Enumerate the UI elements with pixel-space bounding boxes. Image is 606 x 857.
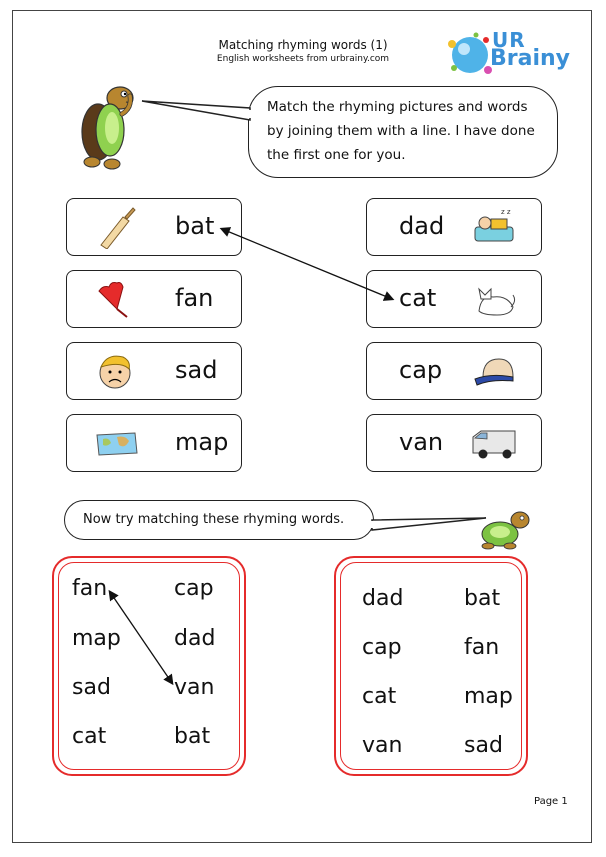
bubble1-tail bbox=[142, 101, 250, 120]
prompt-text: Now try matching these rhyming words. bbox=[83, 512, 345, 527]
panel1-word[interactable]: fan bbox=[72, 576, 108, 601]
page-number: Page 1 bbox=[534, 796, 568, 807]
page-title: Matching rhyming words (1) bbox=[218, 38, 388, 52]
card-word: map bbox=[175, 428, 229, 456]
panel1-word[interactable]: dad bbox=[174, 626, 216, 651]
page-subtitle: English worksheets from urbrainy.com bbox=[216, 54, 390, 64]
panel2-word[interactable]: fan bbox=[464, 635, 500, 660]
example-match-line-bat-cat bbox=[222, 229, 392, 299]
example-match-line-fan-van bbox=[110, 592, 172, 683]
panel1-word[interactable]: cap bbox=[174, 576, 214, 601]
card-word: cat bbox=[399, 284, 437, 312]
card-word: bat bbox=[175, 212, 215, 240]
panel1-word[interactable]: bat bbox=[174, 724, 211, 749]
panel2-word[interactable]: dad bbox=[362, 586, 404, 611]
card-word: cap bbox=[399, 356, 443, 384]
instruction-line-2: by joining them with a line. I have done bbox=[267, 123, 535, 139]
card-word: sad bbox=[175, 356, 218, 384]
panel1-word[interactable]: sad bbox=[72, 675, 111, 700]
card-word: fan bbox=[175, 284, 214, 312]
panel2-word[interactable]: sad bbox=[464, 733, 503, 758]
panel2-word[interactable]: van bbox=[362, 733, 403, 758]
panel1-word[interactable]: cat bbox=[72, 724, 107, 749]
card-word: dad bbox=[399, 212, 445, 240]
instruction-line-1: Match the rhyming pictures and words bbox=[267, 99, 528, 115]
panel1-word[interactable]: map bbox=[72, 626, 121, 651]
panel2-word[interactable]: cap bbox=[362, 635, 402, 660]
card-word: van bbox=[399, 428, 444, 456]
logo-brainy-text: Brainy bbox=[490, 46, 571, 71]
panel2-word[interactable]: bat bbox=[464, 586, 501, 611]
panel1-word[interactable]: van bbox=[174, 675, 215, 700]
logo-ur-text: UR bbox=[492, 28, 526, 52]
svg-text:z z: z z bbox=[501, 208, 511, 216]
instruction-line-3: the first one for you. bbox=[267, 147, 406, 163]
panel2-word[interactable]: cat bbox=[362, 684, 397, 709]
bubble2-tail bbox=[372, 518, 486, 530]
panel2-word[interactable]: map bbox=[464, 684, 513, 709]
